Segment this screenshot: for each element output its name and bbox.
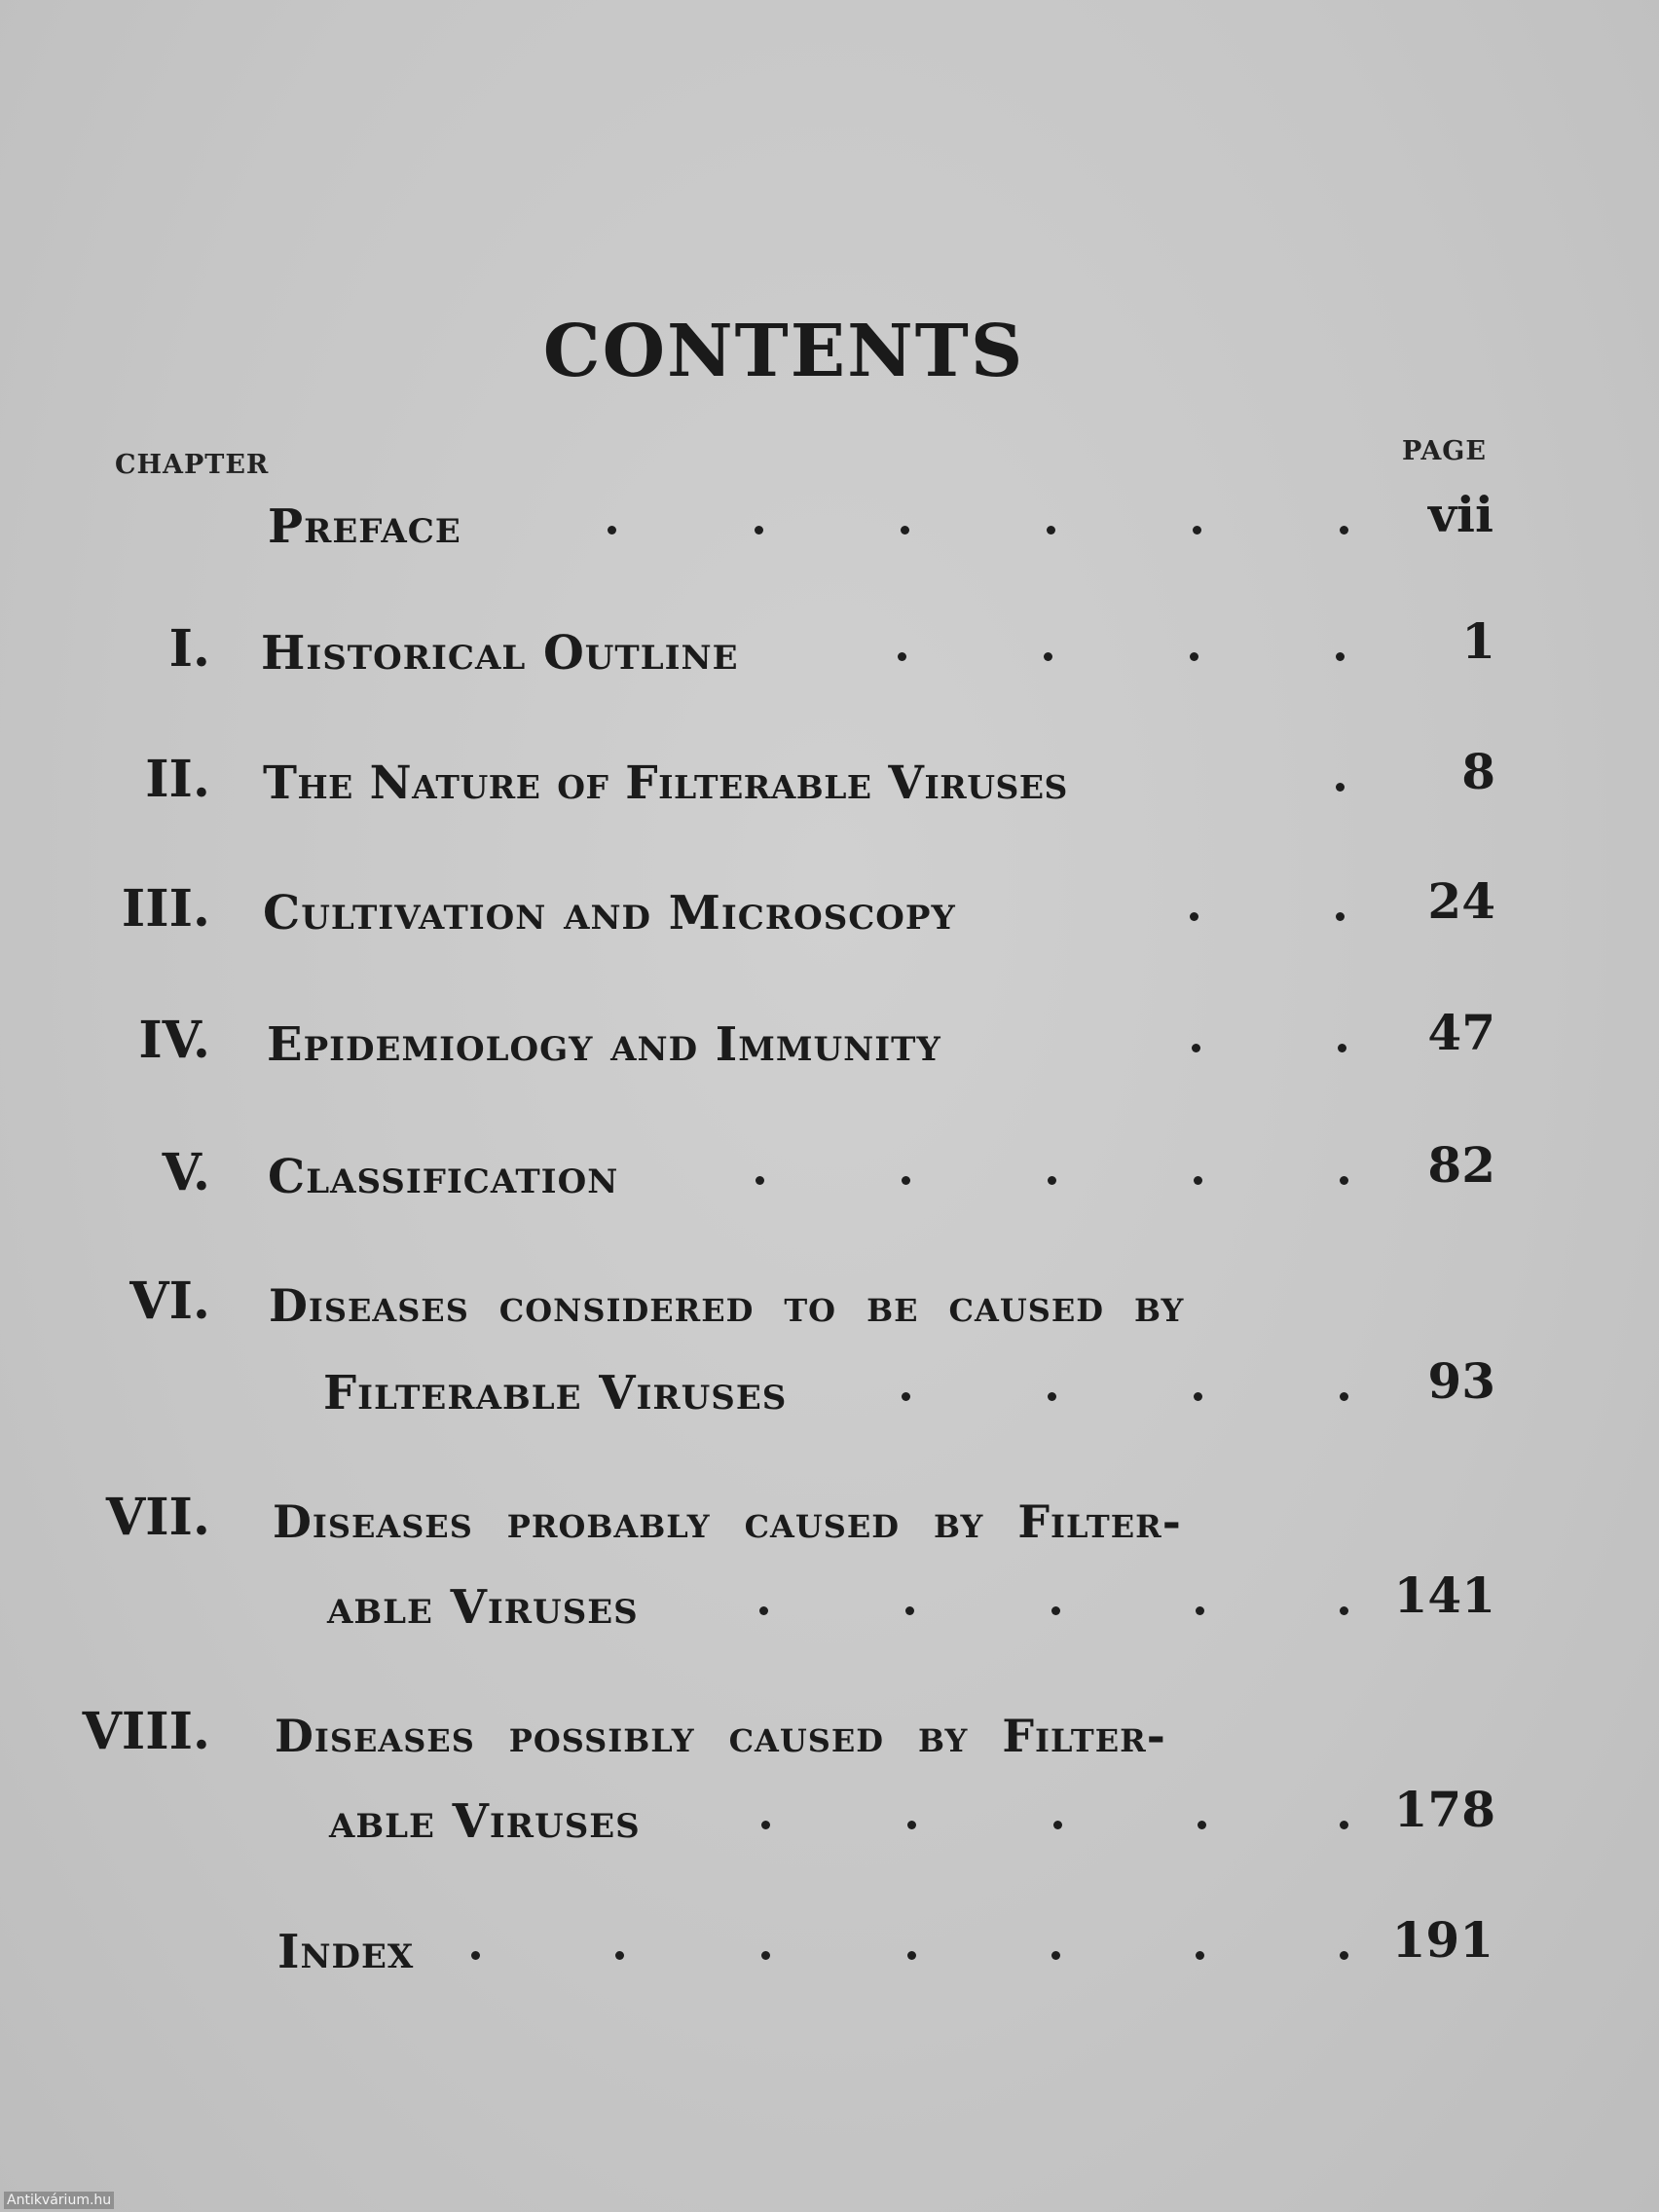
leader-dot bbox=[1048, 1176, 1056, 1185]
page-column-header: PAGE bbox=[1402, 436, 1487, 466]
leader-dot bbox=[615, 1951, 624, 1960]
toc-entry-page: 24 bbox=[1427, 872, 1495, 930]
leader-dot bbox=[1340, 1821, 1348, 1829]
toc-entry-number: II. bbox=[145, 750, 210, 809]
leader-dot bbox=[608, 526, 616, 535]
leader-dot bbox=[1190, 652, 1198, 661]
chapter-column-header: CHAPTER bbox=[115, 450, 270, 480]
leader-dot bbox=[1340, 1951, 1348, 1960]
toc-entry-number: IV. bbox=[138, 1011, 210, 1070]
toc-entry-chapter-3 bbox=[0, 872, 1659, 943]
leader-dot bbox=[1053, 1821, 1062, 1829]
toc-entry-number: VII. bbox=[105, 1488, 210, 1547]
toc-entry-title: Preface bbox=[268, 499, 461, 554]
leader-dot bbox=[1336, 652, 1345, 661]
leader-dot bbox=[1340, 1606, 1348, 1615]
toc-entry-title: Cultivation and Microscopy bbox=[263, 886, 956, 940]
toc-entry-title: Diseases possibly caused by Filter- bbox=[275, 1710, 1166, 1762]
leader-dot bbox=[905, 1606, 914, 1615]
toc-entry-page: 1 bbox=[1461, 612, 1495, 670]
toc-entry-chapter-7-continued bbox=[0, 1569, 1659, 1638]
leader-dot bbox=[761, 1951, 770, 1960]
leader-dot bbox=[1190, 912, 1198, 921]
toc-entry-number: I. bbox=[168, 619, 210, 679]
leader-dot bbox=[1338, 1044, 1346, 1052]
toc-entry-title: The Nature of Filterable Viruses bbox=[263, 756, 1068, 810]
toc-entry-title: Diseases considered to be caused by bbox=[269, 1279, 1185, 1332]
leader-dot bbox=[755, 526, 763, 535]
toc-entry-chapter-8-continued bbox=[0, 1781, 1659, 1852]
watermark: Antikvárium.hu bbox=[4, 2192, 114, 2209]
toc-entry-title-continued: Filterable Viruses bbox=[323, 1366, 788, 1420]
leader-dot bbox=[1051, 1951, 1060, 1960]
toc-entry-title: Index bbox=[277, 1925, 415, 1979]
toc-entry-title-continued: able Viruses bbox=[327, 1580, 639, 1635]
toc-entry-chapter-7 bbox=[0, 1484, 1659, 1552]
leader-dot bbox=[1194, 1176, 1202, 1185]
leader-dot bbox=[902, 1176, 910, 1185]
toc-entry-page: 8 bbox=[1461, 743, 1495, 800]
page-title: CONTENTS bbox=[542, 310, 1025, 393]
toc-entry-page: 141 bbox=[1393, 1567, 1495, 1624]
toc-entry-page: 93 bbox=[1427, 1352, 1495, 1410]
leader-dot bbox=[1196, 1951, 1204, 1960]
leader-dot bbox=[756, 1176, 764, 1185]
toc-entry-chapter-4 bbox=[0, 1004, 1659, 1075]
leader-dot bbox=[1044, 652, 1052, 661]
leader-dot bbox=[898, 652, 906, 661]
leader-dot bbox=[907, 1951, 916, 1960]
leader-dot bbox=[1192, 1044, 1200, 1052]
leader-dot bbox=[901, 526, 909, 535]
toc-entry-title: Diseases probably caused by Filter- bbox=[273, 1495, 1182, 1548]
toc-entry-chapter-2 bbox=[0, 743, 1659, 814]
leader-dot bbox=[1047, 526, 1055, 535]
leader-dot bbox=[1340, 1176, 1348, 1185]
leader-dot bbox=[761, 1821, 770, 1829]
leader-dot bbox=[1048, 1392, 1056, 1401]
toc-entry-preface bbox=[0, 486, 1659, 557]
leader-dot bbox=[1193, 526, 1201, 535]
toc-entry-number: III. bbox=[121, 879, 210, 939]
leader-dot bbox=[907, 1821, 916, 1829]
leader-dot bbox=[759, 1606, 768, 1615]
toc-entry-page: 191 bbox=[1391, 1911, 1493, 1969]
toc-entry-chapter-8 bbox=[0, 1698, 1659, 1766]
toc-entry-page: 82 bbox=[1427, 1136, 1495, 1194]
toc-entry-title-continued: able Viruses bbox=[329, 1794, 641, 1849]
toc-entry-chapter-6 bbox=[0, 1268, 1659, 1336]
toc-entry-page: vii bbox=[1427, 486, 1493, 543]
toc-entry-title: Classification bbox=[268, 1150, 619, 1204]
toc-entry-chapter-5 bbox=[0, 1136, 1659, 1207]
toc-entry-chapter-6-continued bbox=[0, 1352, 1659, 1423]
leader-dot bbox=[471, 1951, 480, 1960]
leader-dot bbox=[1194, 1392, 1202, 1401]
leader-dot bbox=[1336, 912, 1345, 921]
toc-entry-index bbox=[0, 1911, 1659, 1982]
toc-entry-chapter-1 bbox=[0, 612, 1659, 683]
leader-dot bbox=[1340, 1392, 1348, 1401]
toc-entry-title: Epidemiology and Immunity bbox=[267, 1017, 941, 1072]
toc-entry-number: VI. bbox=[129, 1272, 210, 1331]
toc-entry-number: VIII. bbox=[82, 1702, 210, 1761]
toc-entry-page: 47 bbox=[1427, 1004, 1495, 1061]
toc-entry-number: V. bbox=[162, 1143, 210, 1202]
leader-dot bbox=[902, 1392, 910, 1401]
toc-entry-title: Historical Outline bbox=[261, 626, 739, 681]
leader-dot bbox=[1196, 1606, 1204, 1615]
toc-entry-page: 178 bbox=[1393, 1781, 1495, 1838]
leader-dot bbox=[1198, 1821, 1206, 1829]
leader-dot bbox=[1336, 783, 1345, 792]
leader-dot bbox=[1340, 526, 1348, 535]
leader-dot bbox=[1051, 1606, 1060, 1615]
